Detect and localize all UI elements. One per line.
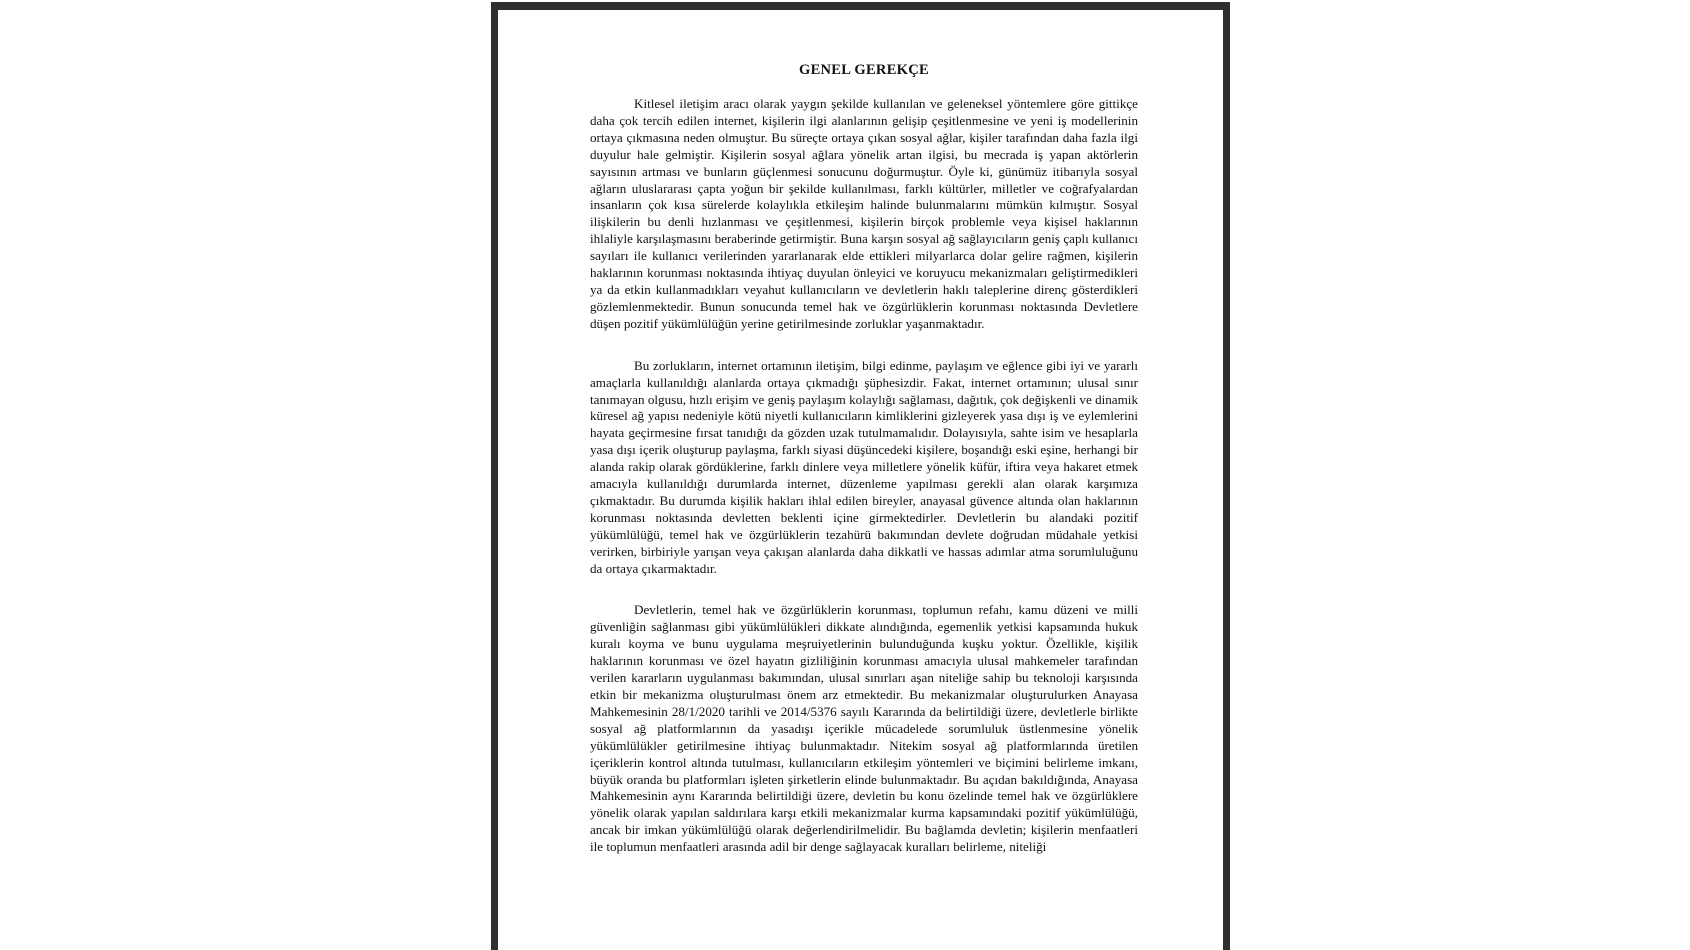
- paragraph-2: Bu zorlukların, internet ortamının iletişim, bilgi edinme, paylaşım ve eğlence gibi iyi ve yararlı amaçlarla kullanıldığı alanlarda ortaya çıkmadığı şüphesizdir. Fakat, internet ortamının; ulusal sınır tanımayan olgusu, hızlı erişim ve geniş paylaşım kolaylığı sağlaması, dağıtık, çok değişkenli ve dinamik küresel ağ yapısı nedeniyle kötü niyetli kullanıcıların kimliklerini gizleyerek yasa dışı iş ve eylemlerini hayata geçirmesine fırsat tanıdığı da gözden uzak tutulmamalıdır. Dolayısıyla, sahte isim ve hesaplarla yasa dışı içerik oluşturup paylaşma, farklı siyasi düşüncedeki kişilere, boşandığı eski eşine, herhangi bir alanda rakip olarak gördüklerine, farklı dinlere veya milletlere yönelik küfür, iftira veya hakaret etmek amacıyla kullanıldığı durumlarda internet, düzenleme yapılması gerekli alan olarak karşımıza çıkmaktadır. Bu durumda kişilik hakları ihlal edilen bireyler, anayasal güvence altında olan haklarının korunması noktasında devletten beklenti içine girmektedirler. Devletlerin bu alandaki pozitif yükümlülüğü, temel hak ve özgürlüklerin tezahürü bakımından devlete doğrudan müdahale yetkisi verirken, birbiriyle yarışan veya çakışan alanlarda daha dikkatli ve hassas adımlar atma sorumluluğunu da ortaya çıkarmaktadır.: [590, 357, 1138, 576]
- page-content: [590, 62, 1138, 881]
- paragraph-1: Kitlesel iletişim aracı olarak yaygın şekilde kullanılan ve geleneksel yöntemlere göre gittikçe daha çok tercih edilen internet, kişilerin ilgi alanlarının gelişip çeşitlenmesine ve yeni iş modellerinin ortaya çıkmasına neden olmuştur. Bu süreçte ortaya çıkan sosyal ağlar, kişiler tarafından daha fazla ilgi duyulur hale gelmiştir. Kişilerin sosyal ağlara yönelik artan ilgisi, bu mecrada iş yapan aktörlerin sayısının artması ve bunların güçlenmesi sonucunu doğurmuştur. Öyle ki, günümüz itibarıyla sosyal ağların uluslararası çapta yoğun bir şekilde kullanılması, farklı kültürler, milletler ve coğrafyalardan insanların çok kısa sürelerde kolaylıkla etkileşim halinde bulunmalarını mümkün kılmıştır. Sosyal ilişkilerin bu denli hızlanması ve çeşitlenmesi, kişilerin birçok problemle veya kişisel haklarının ihlaliyle karşılaşmasını beraberinde getirmiştir. Buna karşın sosyal ağ sağlayıcıların geniş çaplı kullanıcı sayıları ile kullanıcı verilerinden yararlanarak elde ettikleri milyarlarca dolar gelire rağmen, kişilerin haklarının korunması noktasında ihtiyaç duyulan önleyici ve koruyucu mekanizmaları geliştirmedikleri ya da etkin kullanmadıkları veyahut kullanıcıların ve devletlerin haklı taleplerine direnç gösterdikleri gözlemlenmektedir. Bunun sonucunda temel hak ve özgürlüklerin korunması noktasında Devletlere düşen pozitif yükümlülüğün yerine getirilmesinde zorluklar yaşanmaktadır.: [590, 96, 1138, 331]
- document-title: GENEL GEREKÇE: [798, 62, 929, 78]
- paragraph-3: Devletlerin, temel hak ve özgürlüklerin korunması, toplumun refahı, kamu düzeni ve milli güvenliğin sağlanması gibi yükümlülükleri dikkate alındığında, egemenlik yetkisi kapsamında hukuk kuralı koyma ve bunu uygulama meşruiyetlerinin bulunduğunda kuşku yoktur. Özellikle, kişilik haklarının korunması ve özel hayatın gizliliğinin korunması amacıyla ulusal mahkemeler tarafından verilen kararların uygulanması bakımından, ulusal sınırları aşan niteliğe sahip bu teknoloji karşısında etkin bir mekanizma oluşturulması önem arz etmektedir. Bu mekanizmalar oluşturulurken Anayasa Mahkemesinin 28/1/2020 tarihli ve 2014/5376 sayılı Kararında da belirtildiği üzere, devletlerle birlikte sosyal ağ platformlarının da yasadışı içerikle mücadelede sorumluluk üstlenmesine yönelik yükümlülükler getirilmesine ihtiyaç bulunmaktadır. Nitekim sosyal ağ platformlarında üretilen içeriklerin kontrol altında tutulması, kullanıcıların etkileşim yöntemleri ve biçimini belirleme imkanı, büyük oranda bu platformları işleten şirketlerin elinde bulunmaktadır. Bu açıdan bakıldığında, Anayasa Mahkemesinin aynı Kararında belirtildiği üzere, devletin bu konu özelinde temel hak ve özgürlüklere yönelik olarak yapılan saldırılara karşı etkili mekanizmalar kurma kapsamındaki pozitif yükümlülüğü, ancak bir imkan yükümlülüğü olarak değerlendirilmelidir. Bu bağlamda devletin; kişilerin menfaatleri ile toplumun menfaatleri arasında adil bir denge sağlayacak kuralları belirleme, niteliği: [590, 602, 1138, 855]
- document-page[interactable]: [498, 10, 1223, 950]
- document-viewer-frame: [491, 2, 1230, 950]
